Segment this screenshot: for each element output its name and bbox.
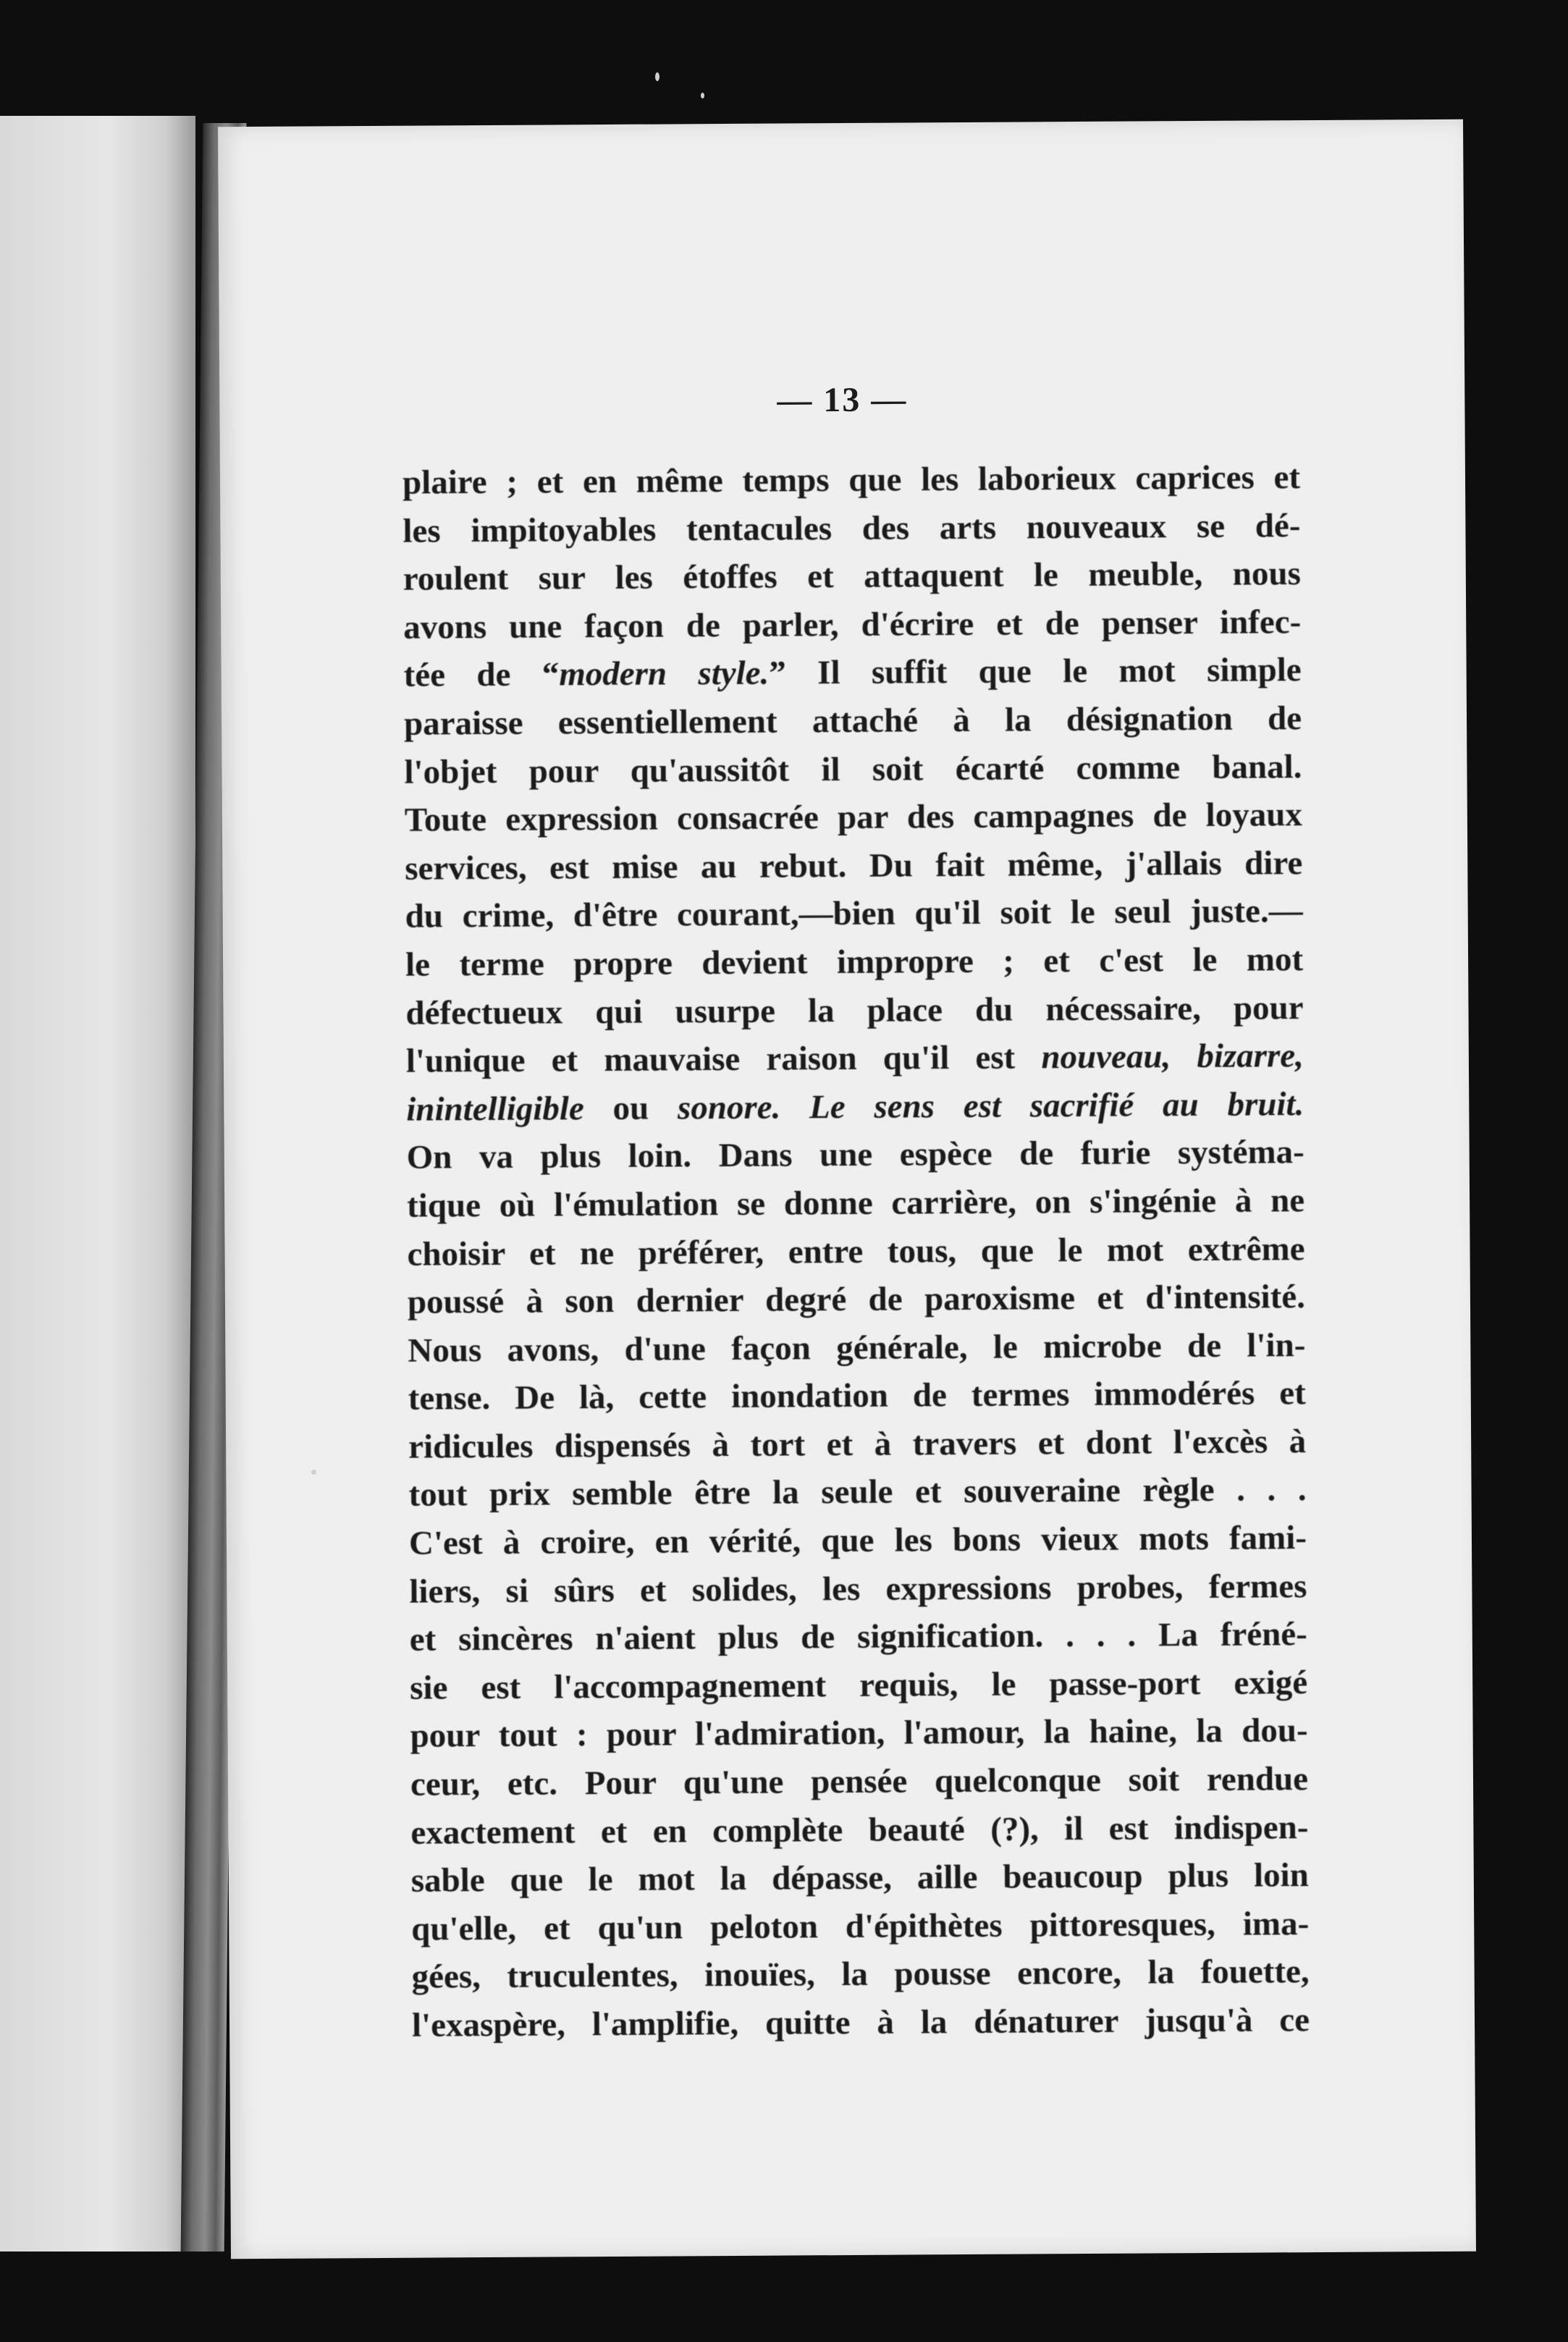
text-run: tout prix semble être la seule et souveraine règle . . . <box>408 1470 1307 1515</box>
text-line <box>411 1851 1309 1905</box>
text-run: l'exaspère, l'amplifie, quitte à la dénaturer jusqu'à ce <box>411 2001 1310 2044</box>
scan-speck <box>701 93 704 98</box>
text-line <box>411 1900 1309 1953</box>
text-run: On va plus loin. Dans une espèce de furie systéma- <box>406 1133 1304 1177</box>
text-line <box>410 1755 1308 1808</box>
text-run: l'unique et mauvaise raison qu'il est <box>405 1038 1042 1080</box>
text-run: gées, truculentes, inouïes, la pousse encore, la fouette, <box>411 1953 1310 1997</box>
text-run: roulent sur les étoffes et attaquent le meuble, nous <box>402 555 1301 598</box>
text-line <box>404 694 1302 748</box>
text-line <box>408 1321 1305 1375</box>
text-run: du crime, d'être courant,—bien qu'il soit le seul juste.— <box>405 892 1303 936</box>
text-run: sonore. Le sens est sacrifié au bruit. <box>677 1084 1304 1127</box>
text-run: liers, si sûrs et solides, les expressions probes, fermes <box>409 1567 1307 1611</box>
scan-speck <box>311 1470 316 1475</box>
text-line <box>402 502 1300 555</box>
text-run: et sincères n'aient plus de signification. . . . La fréné- <box>409 1615 1307 1659</box>
text-line <box>407 1128 1304 1181</box>
text-line <box>411 1948 1309 2002</box>
text-line <box>408 1273 1305 1326</box>
text-line <box>409 1514 1307 1567</box>
text-line <box>405 984 1303 1037</box>
text-line <box>405 887 1302 940</box>
text-run: ” Il suffit que le mot simple <box>769 651 1302 693</box>
text-line <box>405 935 1303 989</box>
scan-speck <box>655 72 659 81</box>
text-line <box>404 743 1302 796</box>
text-line <box>407 1176 1304 1230</box>
text-run: tique où l'émulation se donne carrière, on s'ingénie à ne <box>406 1181 1305 1225</box>
text-run: tense. De là, cette inondation de termes immodérés et <box>408 1374 1306 1418</box>
text-line <box>410 1707 1307 1761</box>
text-line <box>403 549 1301 603</box>
text-line <box>402 453 1300 507</box>
text-line <box>406 1032 1304 1085</box>
text-run: ou <box>583 1089 678 1127</box>
text-run: plaire ; et en même temps que les laborieux caprices et <box>402 458 1301 502</box>
book-page <box>218 119 1476 2259</box>
text-line <box>412 1996 1310 2050</box>
text-line <box>409 1562 1307 1616</box>
text-run: paraisse essentiellement attaché à la désignation de <box>403 699 1302 743</box>
text-line <box>403 598 1301 652</box>
text-run: les impitoyables tentacules des arts nouveaux se dé- <box>402 506 1301 550</box>
text-run: défectueux qui usurpe la place du nécessaire, pour <box>405 988 1304 1032</box>
text-line <box>408 1418 1306 1471</box>
text-line <box>408 1369 1306 1423</box>
text-line <box>405 791 1302 844</box>
text-run: tée de “ <box>403 655 560 695</box>
text-line <box>406 1080 1304 1134</box>
text-run: avons une façon de parler, d'écrire et de penser infec- <box>403 602 1302 646</box>
text-run: exactement et en complète beauté (?), il est indispen- <box>410 1808 1309 1852</box>
text-run: choisir et ne préférer, entre tous, que le mot extrême <box>407 1229 1305 1273</box>
text-line <box>403 646 1301 700</box>
text-run: services, est mise au rebut. Du fait même, j'allais dire <box>405 843 1303 888</box>
text-line <box>410 1610 1307 1664</box>
text-run: pour tout : pour l'admiration, l'amour, la haine, la dou- <box>410 1711 1308 1756</box>
text-run: Toute expression consacrée par des campagnes de loyaux <box>404 796 1303 839</box>
text-run: l'objet pour qu'aussitôt il soit écarté comme banal. <box>404 747 1302 791</box>
page-text-block <box>402 453 1310 2050</box>
text-line <box>410 1659 1307 1712</box>
text-line <box>410 1803 1308 1857</box>
text-line <box>408 1466 1306 1520</box>
text-run: nouveau, bizarre, <box>1041 1037 1304 1077</box>
text-run: Nous avons, d'une façon générale, le microbe de l'in- <box>408 1326 1306 1370</box>
text-run: modern style. <box>559 654 770 694</box>
text-line <box>407 1225 1304 1279</box>
text-run: poussé à son dernier degré de paroxisme et d'intensité. <box>407 1278 1306 1321</box>
text-line <box>405 839 1302 893</box>
text-run: C'est à croire, en vérité, que les bons vieux mots fami- <box>408 1519 1307 1562</box>
text-run: sie est l'accompagnement requis, le passe-port exigé <box>410 1663 1308 1707</box>
page-number: — 13 — <box>777 380 908 420</box>
text-run: inintelligible <box>406 1089 584 1129</box>
text-run: ceur, etc. Pour qu'une pensée quelconque soit rendue <box>410 1760 1309 1803</box>
text-run: qu'elle, et qu'un peloton d'épithètes pittoresques, ima- <box>411 1904 1310 1948</box>
text-run: ridicules dispensés à tort et à travers et dont l'excès à <box>408 1423 1307 1466</box>
text-run: le terme propre devient impropre ; et c'est le mot <box>405 940 1304 984</box>
left-page-edge <box>0 116 195 2252</box>
text-run: sable que le mot la dépasse, aille beaucoup plus loin <box>410 1856 1309 1900</box>
